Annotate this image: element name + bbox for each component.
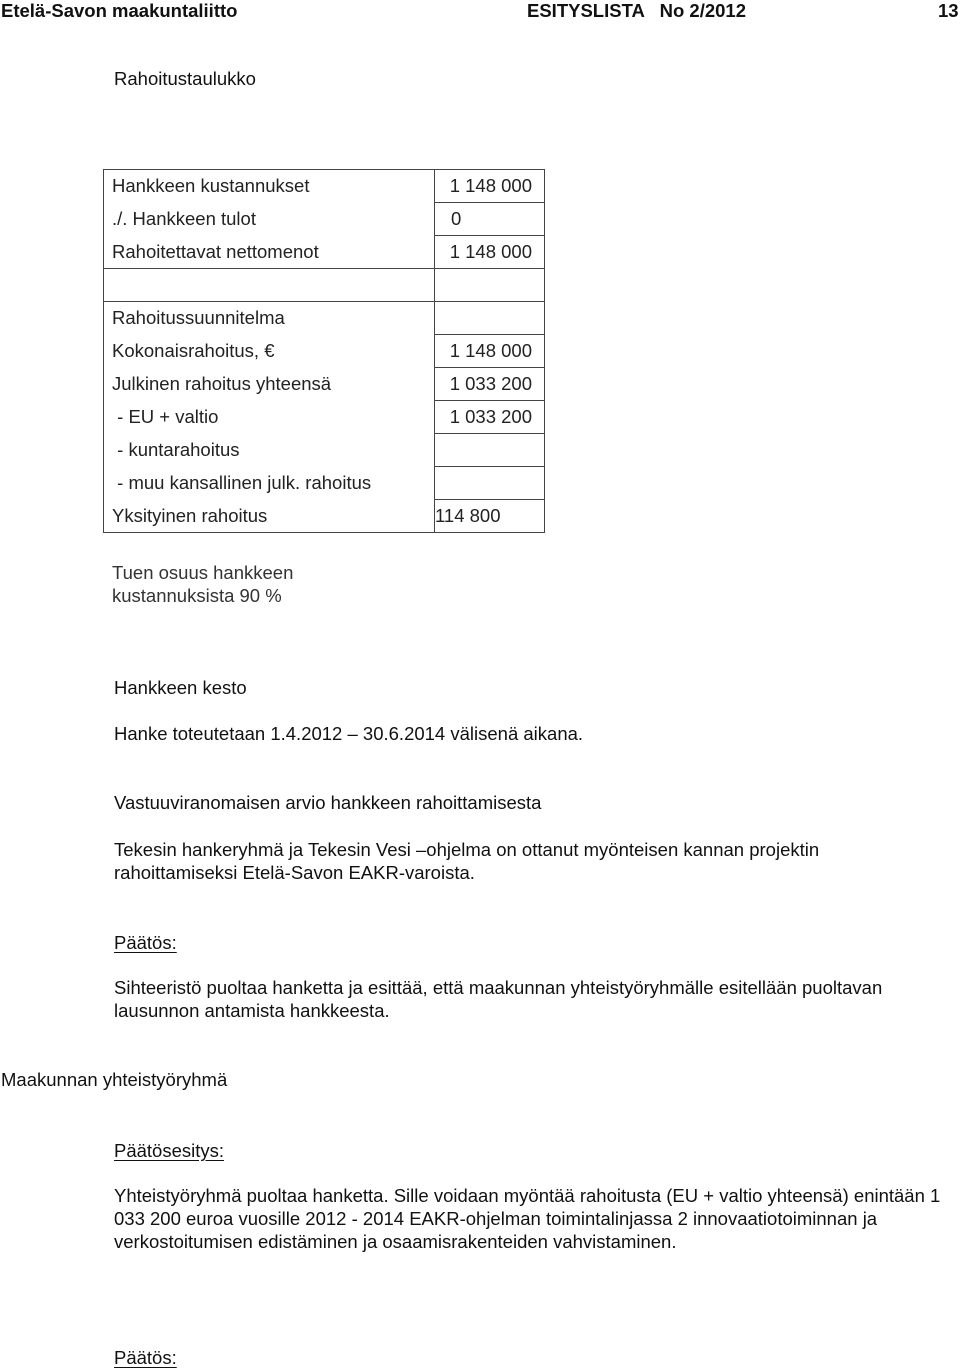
table-cell-label: ./. Hankkeen tulot bbox=[104, 203, 435, 236]
proposal-label: Päätösesitys: bbox=[114, 1140, 225, 1161]
table-cell-label: Kokonaisrahoitus, € bbox=[104, 335, 435, 368]
table-row bbox=[104, 434, 545, 467]
assessment-heading: Vastuuviranomaisen arvio hankkeen rahoittamisesta bbox=[114, 792, 542, 813]
table-cell-value bbox=[435, 434, 545, 467]
decision-label: Päätös: bbox=[114, 932, 177, 953]
table-cell-value: 1 033 200 bbox=[435, 368, 545, 401]
table-cell-value bbox=[435, 269, 545, 302]
table-row bbox=[104, 335, 545, 368]
table-cell-label: Rahoitettavat nettomenot bbox=[104, 236, 435, 269]
decision-text: Sihteeristö puoltaa hanketta ja esittää, että maakunnan yhteistyöryhmälle esitellään puoltavan lausunnon antamista hankkeesta. bbox=[114, 977, 883, 1021]
support-share-line2: kustannuksista 90 % bbox=[112, 585, 282, 606]
proposal-text: Yhteistyöryhmä puoltaa hanketta. Sille voidaan myöntää rahoitusta (EU + valtio yhteensä) enintään 1 033 200 euroa vuosille 2012 - 2014 EAKR-ohjelman toimintalinjassa 2 innovaatiotoiminnan ja verkostoitumisen edistäminen ja osaamisrakenteiden vahvistaminen. bbox=[114, 1185, 941, 1252]
table-cell-value bbox=[435, 467, 545, 500]
table-cell-label: Julkinen rahoitus yhteensä bbox=[104, 368, 435, 401]
table-row bbox=[104, 401, 545, 434]
table-row bbox=[104, 500, 545, 533]
group-heading: Maakunnan yhteistyöryhmä bbox=[1, 1069, 228, 1090]
header-page-number: 13 bbox=[938, 0, 959, 21]
section-title: Rahoitustaulukko bbox=[114, 68, 256, 89]
duration-text: Hanke toteutetaan 1.4.2012 – 30.6.2014 välisenä aikana. bbox=[114, 723, 584, 744]
financing-table bbox=[103, 169, 545, 533]
assessment-text: Tekesin hankeryhmä ja Tekesin Vesi –ohjelma on ottanut myönteisen kannan projektin rahoittamiseksi Etelä-Savon EAKR-varoista. bbox=[114, 839, 820, 883]
header-org: Etelä-Savon maakuntaliitto bbox=[1, 0, 238, 21]
table-cell-label bbox=[104, 269, 435, 302]
table-cell-label: Rahoitussuunnitelma bbox=[104, 302, 435, 335]
duration-heading: Hankkeen kesto bbox=[114, 677, 247, 698]
table-cell-value: 1 148 000 bbox=[435, 236, 545, 269]
table-row bbox=[104, 467, 545, 500]
table-row bbox=[104, 368, 545, 401]
support-share-line1: Tuen osuus hankkeen bbox=[112, 562, 294, 583]
decision-label-2: Päätös: bbox=[114, 1347, 177, 1368]
table-row bbox=[104, 302, 545, 335]
header-doc-number: ESITYSLISTA No 2/2012 bbox=[527, 0, 746, 21]
table-row bbox=[104, 170, 545, 203]
table-cell-value: 1 148 000 bbox=[435, 335, 545, 368]
table-cell-value: 114 800 bbox=[435, 500, 545, 533]
table-cell-label: - kuntarahoitus bbox=[104, 434, 435, 467]
table-cell-label: - EU + valtio bbox=[104, 401, 435, 434]
table-row bbox=[104, 203, 545, 236]
table-cell-value: 0 bbox=[435, 203, 545, 236]
table-cell-label: Yksityinen rahoitus bbox=[104, 500, 435, 533]
table-row bbox=[104, 269, 545, 302]
table-cell-label: - muu kansallinen julk. rahoitus bbox=[104, 467, 435, 500]
table-row bbox=[104, 236, 545, 269]
table-cell-value: 1 148 000 bbox=[435, 170, 545, 203]
table-cell-value: 1 033 200 bbox=[435, 401, 545, 434]
table-cell-value bbox=[435, 302, 545, 335]
table-cell-label: Hankkeen kustannukset bbox=[104, 170, 435, 203]
